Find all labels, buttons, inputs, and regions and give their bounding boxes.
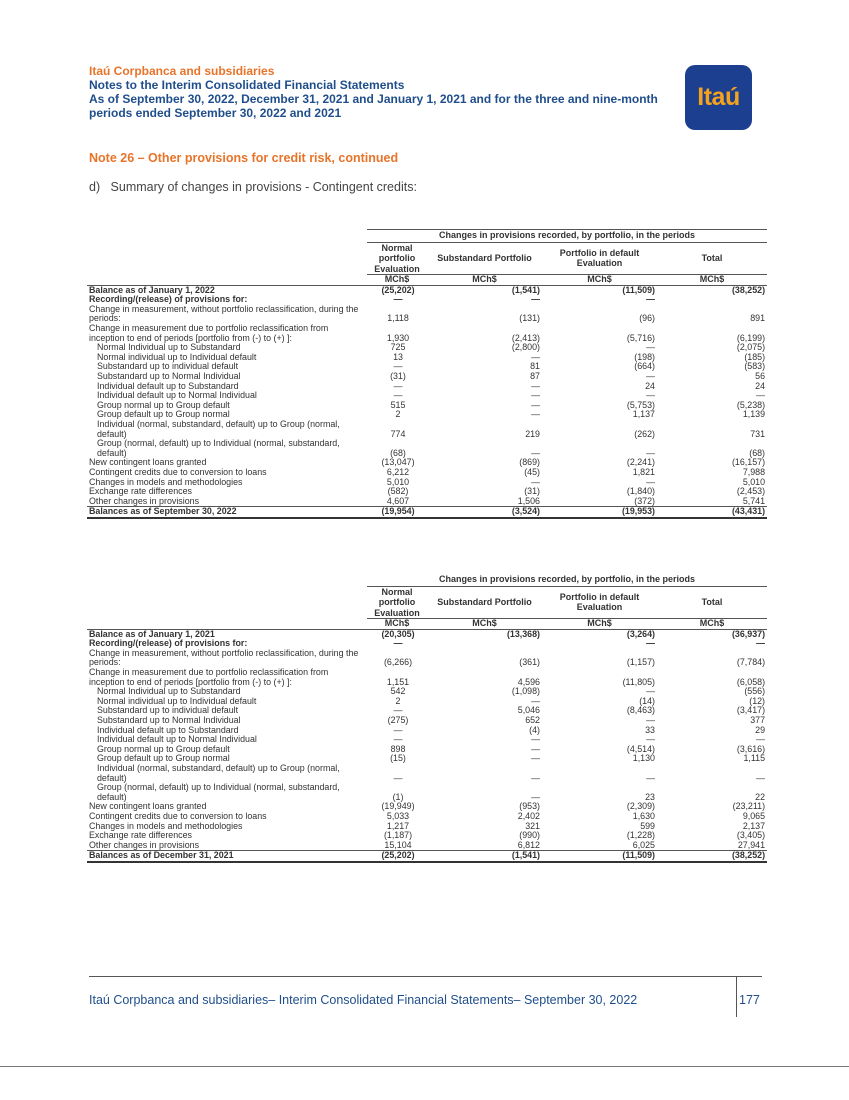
cell-default: 24 (645, 380, 655, 391)
cell-default: — (646, 294, 655, 305)
cell-default: (198) (634, 351, 655, 362)
cell-default: (2,241) (626, 457, 655, 468)
table-row (87, 649, 767, 668)
cell-normal: 1,217 (386, 820, 410, 831)
company-name: Itaú Corpbanca and subsidiaries (89, 64, 275, 78)
table-row (87, 324, 767, 343)
table-row (87, 764, 767, 783)
cell-normal: 5,033 (386, 810, 410, 821)
cell-total: 9,065 (742, 810, 766, 821)
page-number: 177 (739, 993, 760, 1007)
note-title: Note 26 – Other provisions for credit risk, continued (89, 151, 399, 165)
cell-substandard: — (531, 447, 540, 458)
row-label: Normal Individual up to Substandard (97, 686, 241, 697)
row-label: Balance as of January 1, 2021 (87, 629, 367, 639)
cell-total: 5,010 (742, 476, 766, 487)
unit-label: MCh$ (427, 619, 542, 630)
row-label: Individual default up to Substandard (97, 724, 239, 735)
row-label: Change in measurement, without portfolio reclassification, during the periods: (89, 303, 359, 324)
cell-normal: — (393, 638, 403, 649)
table-row (87, 439, 767, 458)
table-row (87, 783, 767, 802)
cell-total: 377 (750, 715, 766, 726)
cell-normal: 2 (395, 695, 401, 706)
cell-total: (583) (744, 361, 766, 372)
cell-total: (16,157) (731, 457, 766, 468)
row-label: Normal Individual up to Substandard (97, 342, 241, 353)
cell-normal: — (393, 294, 403, 305)
cell-default: (5,716) (626, 332, 655, 343)
cell-total: (5,238) (736, 399, 766, 410)
cell-substandard: (1,541) (427, 285, 542, 295)
cell-normal: (19,954) (367, 507, 427, 518)
table-row (87, 305, 767, 324)
footer-rule (89, 976, 762, 977)
cell-total: 22 (755, 791, 766, 802)
cell-substandard: — (531, 351, 540, 362)
row-label: Balances as of September 30, 2022 (87, 507, 367, 518)
cell-substandard: — (531, 791, 540, 802)
row-label: Changes in models and methodologies (89, 476, 243, 487)
cell-substandard: (4) (529, 724, 540, 735)
cell-default: 1,130 (632, 753, 655, 764)
cell-normal: 4,607 (386, 495, 410, 506)
row-label: Group (normal, default) up to Individual (normal, substandard, default) (97, 782, 340, 802)
table-row (87, 497, 767, 507)
row-label: Substandard up to individual default (97, 705, 239, 716)
provisions-table-2021 (87, 574, 767, 863)
cell-normal: (13,047) (381, 457, 415, 468)
cell-normal: 1,118 (387, 313, 409, 324)
cell-total: (6,199) (736, 332, 766, 343)
row-label: Group default up to Group normal (97, 409, 230, 420)
cell-total: (6,058) (736, 676, 766, 687)
row-label: Exchange rate differences (89, 830, 192, 841)
footer-text: Itaú Corpbanca and subsidiaries– Interim Consolidated Financial Statements– September 30, 2022 (89, 993, 638, 1007)
table-row (87, 841, 767, 851)
row-label: Contingent credits due to conversion to loans (89, 810, 267, 821)
row-label: Exchange rate differences (89, 486, 192, 497)
section-subtitle: d) Summary of changes in provisions - Contingent credits: (89, 180, 417, 194)
cell-substandard: (31) (524, 486, 540, 497)
cell-total: 5,741 (742, 495, 766, 506)
unit-label: MCh$ (657, 275, 767, 286)
row-label: Recording/(release) of provisions for: (89, 638, 248, 649)
cell-default: — (646, 390, 655, 401)
cell-total: 29 (755, 724, 766, 735)
cell-normal: 2 (395, 409, 401, 420)
cell-substandard: 1,506 (517, 495, 540, 506)
cell-substandard: (869) (519, 457, 540, 468)
cell-default: 23 (645, 791, 655, 802)
cell-default: — (646, 686, 655, 697)
row-label: Other changes in provisions (89, 839, 200, 850)
cell-default: 599 (640, 820, 655, 831)
cell-normal: (275) (387, 715, 409, 726)
cell-normal: (31) (390, 371, 406, 382)
cell-total: 56 (755, 371, 766, 382)
unit-label: MCh$ (367, 275, 427, 286)
cell-substandard: 5,046 (517, 705, 540, 716)
row-label: Other changes in provisions (89, 495, 200, 506)
cell-substandard: (1,098) (511, 686, 540, 697)
row-label: Recording/(release) of provisions for: (89, 294, 248, 305)
cell-normal: (20,305) (367, 629, 427, 639)
cell-substandard: — (531, 695, 540, 706)
cell-total: (556) (744, 686, 766, 697)
cell-default: 33 (645, 724, 655, 735)
cell-substandard: — (531, 772, 540, 783)
cell-total: 1,115 (743, 753, 766, 764)
cell-normal: 774 (390, 428, 406, 439)
cell-default: (664) (634, 361, 655, 372)
cell-normal: (582) (387, 486, 409, 497)
cell-substandard: (13,368) (427, 629, 542, 639)
footer-divider (736, 976, 737, 1017)
cell-total: (2,453) (736, 486, 766, 497)
cell-default: (372) (634, 495, 655, 506)
cell-substandard: (45) (524, 466, 540, 477)
cell-default: (1,840) (626, 486, 655, 497)
cell-substandard: 2,402 (517, 810, 540, 821)
cell-normal: 725 (390, 342, 406, 353)
cell-default: (14) (639, 695, 655, 706)
row-label: Group normal up to Group default (97, 399, 230, 410)
page-header (89, 64, 669, 120)
cell-substandard: 81 (530, 361, 540, 372)
col-total: Total (701, 253, 723, 264)
row-label: Balances as of December 31, 2021 (87, 851, 367, 862)
cell-default: (3,264) (542, 629, 657, 639)
cell-substandard: (990) (519, 830, 540, 841)
cell-total: (43,431) (657, 507, 767, 518)
unit-label: MCh$ (542, 275, 657, 286)
cell-total: — (756, 390, 766, 401)
col-substandard: Substandard Portfolio (437, 597, 532, 608)
cell-default: (96) (639, 313, 655, 324)
cell-total: (68) (749, 447, 766, 458)
cell-default: — (646, 772, 655, 783)
col-substandard: Substandard Portfolio (437, 253, 532, 264)
row-label: Balance as of January 1, 2022 (87, 285, 367, 295)
cell-total: (3,616) (736, 743, 766, 754)
cell-total: 27,941 (737, 839, 766, 850)
cell-substandard: 219 (525, 428, 540, 439)
cell-default: (4,514) (626, 743, 655, 754)
unit-label: MCh$ (427, 275, 542, 286)
cell-substandard: (3,524) (427, 507, 542, 518)
col-default: Portfolio in default Evaluation (559, 591, 640, 613)
cell-total: (38,252) (657, 285, 767, 295)
row-label: Change in measurement due to portfolio reclassification from inception to end of periods [portfolio from (-) to (+) ]: (89, 667, 329, 687)
cell-total: 891 (750, 313, 766, 324)
cell-default: — (646, 476, 655, 487)
cell-normal: 6,212 (386, 466, 410, 477)
row-label: Individual (normal, substandard, default) up to Group (normal, default) (97, 419, 340, 439)
cell-default: (19,953) (542, 507, 657, 518)
cell-default: (5,753) (626, 399, 655, 410)
cell-total: — (756, 734, 766, 745)
cell-substandard: — (531, 399, 540, 410)
row-label: Normal individual up to Individual default (97, 695, 257, 706)
cell-total: 731 (750, 428, 766, 439)
cell-normal: (1,187) (383, 830, 413, 841)
cell-substandard: 652 (525, 715, 540, 726)
cell-substandard: (361) (519, 657, 540, 668)
cell-default: (11,509) (542, 285, 657, 295)
row-label: Substandard up to individual default (97, 361, 239, 372)
cell-substandard: (953) (519, 801, 540, 812)
cell-normal: (68) (390, 447, 406, 458)
cell-normal: (25,202) (367, 285, 427, 295)
cell-default: — (646, 715, 655, 726)
cell-normal: 542 (390, 686, 406, 697)
row-label: Substandard up to Normal Individual (97, 715, 241, 726)
row-label: Individual default up to Substandard (97, 380, 239, 391)
table-row (87, 668, 767, 687)
cell-total: (23,211) (732, 801, 766, 812)
cell-total: — (756, 638, 766, 649)
row-label: New contingent loans granted (89, 457, 207, 468)
row-label: Change in measurement due to portfolio reclassification from inception to end of periods [portfolio from (-) to (+) ]: (89, 323, 329, 343)
cell-normal: (1) (392, 791, 404, 802)
col-default: Portfolio in default Evaluation (559, 247, 640, 269)
cell-default: (262) (634, 428, 655, 439)
cell-default: 1,821 (632, 466, 655, 477)
cell-default: — (646, 638, 655, 649)
cell-total: 7,988 (742, 466, 766, 477)
cell-substandard: 4,596 (517, 676, 540, 687)
cell-substandard: — (531, 734, 540, 745)
unit-label: MCh$ (542, 619, 657, 630)
row-label: Substandard up to Normal Individual (97, 371, 241, 382)
row-label: Individual (normal, substandard, default) up to Group (normal, default) (97, 763, 340, 783)
cell-normal: — (393, 734, 403, 745)
cell-substandard: (131) (519, 313, 540, 324)
table-caption: Changes in provisions recorded, by portfolio, in the periods (367, 230, 767, 243)
cell-normal: 515 (390, 399, 406, 410)
cell-normal: 1,930 (386, 332, 410, 343)
unit-label: MCh$ (367, 619, 427, 630)
cell-substandard: — (531, 390, 540, 401)
cell-total: (3,417) (736, 705, 766, 716)
cell-total: (185) (744, 351, 766, 362)
cell-total: (12) (749, 695, 766, 706)
row-label: Normal individual up to Individual default (97, 351, 257, 362)
cell-default: (11,509) (542, 851, 657, 862)
unit-label: MCh$ (657, 619, 767, 630)
cell-normal: (15) (390, 753, 406, 764)
cell-normal: (6,266) (383, 657, 413, 668)
cell-default: — (646, 371, 655, 382)
table-row (87, 420, 767, 439)
cell-substandard: — (531, 743, 540, 754)
table-caption: Changes in provisions recorded, by portfolio, in the periods (367, 574, 767, 586)
cell-normal: 1,151 (386, 676, 410, 687)
cell-normal: (19,949) (381, 801, 415, 812)
cell-default: (8,463) (626, 705, 655, 716)
cell-default: — (646, 447, 655, 458)
cell-substandard: (2,413) (511, 332, 540, 343)
row-label: Changes in models and methodologies (89, 820, 243, 831)
row-label: Group normal up to Group default (97, 743, 230, 754)
cell-normal: — (393, 705, 403, 716)
row-label: Individual default up to Normal Individual (97, 390, 257, 401)
cell-substandard: — (531, 753, 540, 764)
row-label: Change in measurement, without portfolio reclassification, during the periods: (89, 647, 359, 668)
cell-total: (38,252) (657, 851, 767, 862)
row-label: Individual default up to Normal Individual (97, 734, 257, 745)
cell-substandard (427, 639, 542, 649)
cell-normal: 5,010 (386, 476, 410, 487)
cell-default: (1,228) (626, 830, 655, 841)
provisions-table-2022 (87, 229, 767, 519)
cell-default: — (646, 342, 655, 353)
cell-normal: 898 (390, 743, 406, 754)
cell-total: (7,784) (736, 657, 766, 668)
cell-normal: — (393, 772, 403, 783)
cell-substandard: (1,541) (427, 851, 542, 862)
cell-normal: — (393, 724, 403, 735)
cell-total: 2,137 (742, 820, 766, 831)
cell-normal: — (393, 380, 403, 391)
cell-substandard: — (531, 294, 540, 305)
itau-logo: Itaú (685, 65, 752, 130)
cell-normal: (25,202) (367, 851, 427, 862)
cell-normal: 13 (393, 351, 403, 362)
cell-substandard: — (531, 409, 540, 420)
cell-default: 6,025 (632, 839, 655, 850)
header-line-1: Notes to the Interim Consolidated Financial Statements (89, 78, 405, 92)
cell-substandard: 87 (530, 371, 540, 382)
cell-substandard: — (531, 380, 540, 391)
row-label: Contingent credits due to conversion to loans (89, 466, 267, 477)
header-line-2: As of September 30, 2022, December 31, 2021 and January 1, 2021 and for the three and nine-month periods ended September 30, 2022 and 2021 (89, 92, 658, 120)
cell-normal: — (393, 361, 403, 372)
col-total: Total (701, 597, 723, 608)
cell-total: (2,075) (736, 342, 766, 353)
cell-default: — (646, 734, 655, 745)
cell-total: (36,937) (657, 629, 767, 639)
cell-total: (3,405) (736, 830, 766, 841)
row-label: Group (normal, default) up to Individual (normal, substandard, default) (97, 438, 340, 458)
cell-total: 1,139 (742, 409, 766, 420)
row-label: Group default up to Group normal (97, 753, 230, 764)
row-label: New contingent loans granted (89, 801, 207, 812)
cell-total (657, 295, 767, 305)
col-normal: Normal portfolio Evaluation (374, 242, 420, 274)
table-row (87, 507, 767, 518)
cell-default: (2,309) (626, 801, 655, 812)
cell-default: (1,157) (626, 657, 655, 668)
cell-default: 1,630 (632, 810, 655, 821)
cell-total: 24 (755, 380, 766, 391)
table-row (87, 851, 767, 862)
cell-total: — (756, 772, 766, 783)
cell-normal: 15,104 (384, 839, 412, 850)
cell-substandard: 6,812 (517, 839, 540, 850)
cell-default: 1,137 (632, 409, 655, 420)
cell-substandard: (2,800) (511, 342, 540, 353)
page-bottom-rule (0, 1066, 849, 1067)
cell-substandard: — (531, 476, 540, 487)
cell-normal: — (393, 390, 403, 401)
col-normal: Normal portfolio Evaluation (374, 586, 420, 618)
cell-default: (11,805) (622, 676, 655, 687)
cell-substandard: 321 (525, 820, 540, 831)
